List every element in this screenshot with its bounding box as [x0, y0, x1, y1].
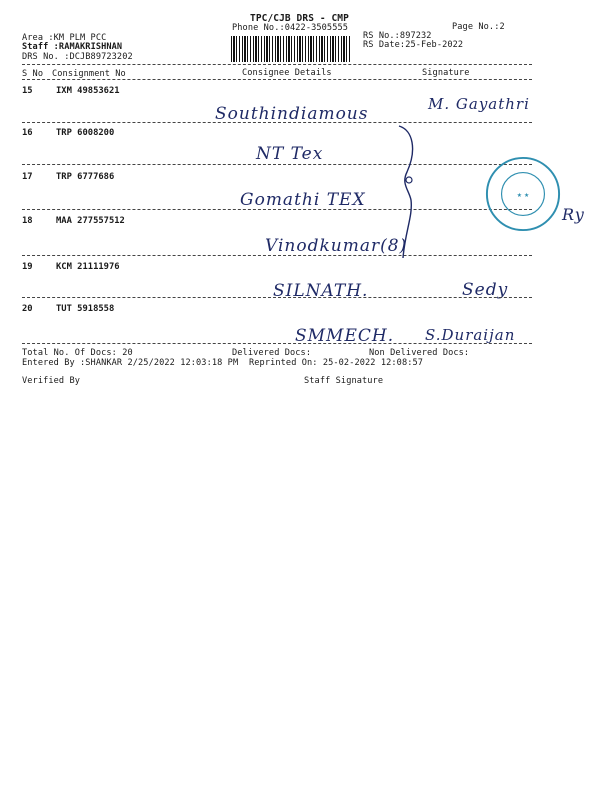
signature-handwriting: M. Gayathri: [428, 95, 530, 113]
row-sno: 18: [22, 216, 33, 226]
total-docs: Total No. Of Docs: 20: [22, 348, 133, 358]
delivered-docs: Delivered Docs:: [232, 348, 312, 358]
row-sno: 19: [22, 262, 33, 272]
row-divider: [22, 343, 532, 344]
drs-number: DRS No. :DCJB89723202: [22, 52, 133, 62]
phone-number: Phone No.:0422-3505555: [232, 23, 349, 33]
signature-handwriting: Sedy: [462, 280, 509, 300]
row-divider: [22, 209, 532, 210]
consignee-handwriting: SMMECH.: [295, 326, 395, 346]
column-divider: [22, 79, 532, 80]
consignee-handwriting: Gomathi TEX: [240, 190, 366, 210]
header-divider: [22, 64, 532, 65]
consignee-handwriting: SILNATH.: [273, 281, 369, 301]
column-consignee: Consignee Details: [242, 68, 332, 78]
area-label: Area :KM PLM PCC: [22, 33, 107, 43]
non-delivered-docs: Non Delivered Docs:: [369, 348, 470, 358]
staff-signature: Staff Signature: [304, 376, 384, 386]
entered-by: Entered By :SHANKAR 2/25/2022 12:03:18 PM: [22, 358, 239, 368]
row-sno: 17: [22, 172, 33, 182]
staff-label: Staff :: [22, 42, 59, 52]
row-consignment: TRP 6008200: [56, 128, 115, 138]
row-divider: [22, 164, 532, 165]
row-consignment: TRP 6777686: [56, 172, 115, 182]
staff-row: [22, 42, 122, 52]
row-sno: 16: [22, 128, 33, 138]
stamp-signature: Ry: [562, 205, 585, 224]
page-number: Page No.:2: [452, 22, 505, 32]
column-signature: Signature: [422, 68, 470, 78]
row-divider: [22, 255, 532, 256]
consignee-handwriting: NT Tex: [256, 144, 324, 164]
consignee-handwriting: Vinodkumar(8): [265, 236, 408, 256]
company-stamp: [484, 155, 562, 233]
row-consignment: IXM 49853621: [56, 86, 120, 96]
row-divider: [22, 297, 532, 298]
column-consignment: Consignment No: [52, 69, 126, 79]
consignee-handwriting: Southindiamous: [215, 104, 369, 124]
verified-by: Verified By: [22, 376, 81, 386]
column-sno: S No: [22, 69, 44, 79]
row-consignment: KCM 21111976: [56, 262, 120, 272]
document-title: TPC/CJB DRS - CMP: [250, 13, 349, 24]
signature-handwriting: S.Duraijan: [425, 326, 516, 344]
row-divider: [22, 122, 532, 123]
row-sno: 15: [22, 86, 33, 96]
rs-date: RS Date:25-Feb-2022: [363, 40, 464, 50]
rs-number: RS No.:897232: [363, 31, 432, 41]
staff-name: RAMAKRISHNAN: [58, 42, 123, 52]
row-consignment: TUT 5918558: [56, 304, 115, 314]
brace-scribble: [395, 120, 425, 260]
barcode: [231, 36, 352, 62]
row-sno: 20: [22, 304, 33, 314]
row-consignment: MAA 277557512: [56, 216, 125, 226]
reprinted-on: Reprinted On: 25-02-2022 12:08:57: [249, 358, 424, 368]
svg-text:★ ★: ★ ★: [516, 192, 530, 199]
